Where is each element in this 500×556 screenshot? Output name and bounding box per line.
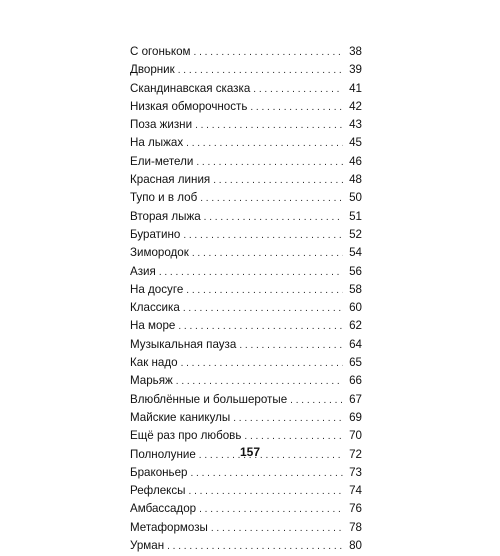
toc-entry-page: 42 (349, 99, 362, 113)
toc-entry-title: Метаформозы (130, 519, 211, 537)
toc-entry (130, 226, 362, 244)
toc-entry-page: 78 (349, 520, 362, 534)
dot-leader (178, 318, 343, 336)
toc-entry (130, 189, 362, 207)
dot-leader (195, 117, 343, 135)
toc-entry (130, 244, 362, 262)
dot-leader (183, 227, 343, 245)
toc-entry (130, 537, 362, 555)
toc-entry-title: Музыкальная пауза (130, 336, 239, 354)
toc-entry-title: Влюблённые и большеротые (130, 391, 290, 409)
toc-entry-page: 62 (349, 319, 362, 333)
toc-entry-page: 38 (349, 45, 362, 58)
toc-entry (130, 464, 362, 482)
toc-entry-title: Ещё раз про любовь (130, 427, 244, 445)
page-number: 157 (239, 445, 261, 459)
toc-entry-page: 46 (349, 154, 362, 168)
dot-leader (253, 81, 343, 99)
toc-entry-title: Зимородок (130, 244, 192, 262)
toc-entry-page: 74 (349, 484, 362, 498)
toc-entry-page: 60 (349, 301, 362, 315)
toc-entry (130, 409, 362, 427)
toc-entry-title: Рефлексы (130, 482, 189, 500)
toc-entry-title: Ели-метели (130, 153, 196, 171)
dot-leader (233, 410, 343, 428)
toc-entry-page: 45 (349, 136, 362, 150)
toc-entry (130, 134, 362, 152)
dot-leader (244, 428, 343, 446)
toc-entry (130, 98, 362, 116)
dot-leader (199, 501, 343, 519)
toc-entry-title: Браконьер (130, 464, 191, 482)
toc-entry-title: На море (130, 317, 178, 335)
toc-entry-page: 70 (349, 429, 362, 443)
toc-entry (130, 80, 362, 98)
toc-entry (130, 336, 362, 354)
toc-entry-page: 58 (349, 282, 362, 296)
toc-entry-page: 64 (349, 337, 362, 351)
toc-entry-title: Вторая лыжа (130, 208, 204, 226)
dot-leader (250, 99, 343, 117)
toc-entry (130, 299, 362, 317)
toc-entry (130, 391, 362, 409)
toc-entry-title: Азия (130, 263, 159, 281)
toc-entry-title: Тупо и в лоб (130, 189, 200, 207)
dot-leader (189, 483, 343, 501)
toc-entry-title: На досуге (130, 281, 186, 299)
toc-entry-page: 67 (349, 392, 362, 406)
toc-entry-title: Поза жизни (130, 116, 195, 134)
dot-leader (176, 373, 343, 391)
toc-entry-page: 65 (349, 356, 362, 370)
toc-entry (130, 153, 362, 171)
dot-leader (204, 209, 343, 227)
toc-entry-title: Классика (130, 299, 183, 317)
toc-entry-page: 66 (349, 374, 362, 388)
dot-leader (191, 465, 344, 483)
toc-entry-page: 52 (349, 227, 362, 241)
toc-entry-page: 80 (349, 539, 362, 553)
toc-entry (130, 372, 362, 390)
toc-entry-page: 43 (349, 118, 362, 132)
toc-entry (130, 519, 362, 537)
toc-entry (130, 354, 362, 372)
toc-entry-title: Полнолуние (130, 446, 199, 464)
toc-entry-page: 72 (349, 447, 362, 461)
dot-leader (167, 538, 343, 556)
toc-entry (130, 171, 362, 189)
toc-entry-page: 69 (349, 410, 362, 424)
dot-leader (186, 135, 343, 153)
dot-leader (159, 264, 343, 282)
toc-entry-page: 51 (349, 209, 362, 223)
toc-entry-title: С огоньком (130, 43, 194, 61)
dot-leader (239, 337, 343, 355)
toc-entry (130, 263, 362, 281)
toc-entry-title: Низкая обморочность (130, 98, 250, 116)
dot-leader (213, 172, 343, 190)
toc-entry-page: 48 (349, 173, 362, 187)
dot-leader (194, 44, 343, 62)
toc-entry-page: 39 (349, 63, 362, 77)
table-of-contents (130, 43, 362, 555)
toc-entry-title: Красная линия (130, 171, 213, 189)
toc-entry (130, 500, 362, 518)
toc-entry (130, 43, 362, 61)
toc-entry (130, 61, 362, 79)
toc-entry-page: 54 (349, 246, 362, 260)
dot-leader (181, 355, 343, 373)
toc-entry (130, 317, 362, 335)
toc-entry-page: 73 (349, 465, 362, 479)
toc-entry-page: 50 (349, 191, 362, 205)
toc-entry-page: 41 (349, 81, 362, 95)
toc-entry-title: На лыжах (130, 134, 186, 152)
toc-entry (130, 281, 362, 299)
dot-leader (186, 282, 343, 300)
toc-entry (130, 208, 362, 226)
dot-leader (178, 62, 343, 80)
toc-entry-title: Амбассадор (130, 500, 199, 518)
toc-entry-title: Скандинавская сказка (130, 80, 253, 98)
toc-entry-title: Майские каникулы (130, 409, 233, 427)
dot-leader (183, 300, 343, 318)
toc-entry-title: Буратино (130, 226, 183, 244)
dot-leader (192, 245, 343, 263)
dot-leader (196, 154, 343, 172)
toc-entry-page: 76 (349, 502, 362, 516)
toc-entry-title: Урман (130, 537, 167, 555)
toc-entry-title: Как надо (130, 354, 181, 372)
toc-entry-page: 56 (349, 264, 362, 278)
toc-entry-title: Дворник (130, 61, 178, 79)
toc-entry (130, 482, 362, 500)
toc-entry-title: Марьяж (130, 372, 176, 390)
toc-entry (130, 116, 362, 134)
dot-leader (211, 520, 343, 538)
toc-entry (130, 427, 362, 445)
dot-leader (290, 392, 343, 410)
dot-leader (200, 190, 343, 208)
